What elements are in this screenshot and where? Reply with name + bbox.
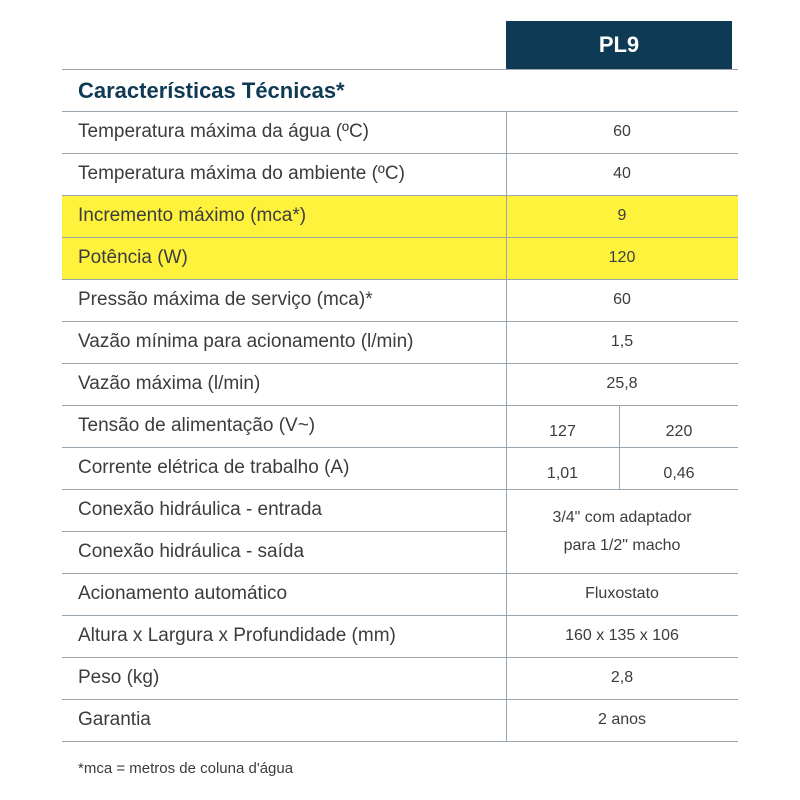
- row-label: Conexão hidráulica - entrada: [78, 499, 322, 520]
- row-value: 25,8: [606, 375, 638, 392]
- row-label: Potência (W): [78, 247, 188, 268]
- row-value: 40: [613, 165, 631, 182]
- row-label: Vazão mínima para acionamento (l/min): [78, 331, 414, 352]
- row-value-127v: 1,01: [546, 465, 579, 482]
- row-label: Acionamento automático: [78, 583, 288, 604]
- row-value-127v: 127: [549, 423, 576, 440]
- row-value: 60: [613, 291, 631, 308]
- row-value: 160 x 135 x 106: [565, 627, 679, 644]
- table-top-line: [62, 69, 738, 70]
- row-value-220v: 220: [665, 423, 693, 440]
- merged-value-line: 3/4" com adaptador: [552, 509, 692, 526]
- row-value: 9: [617, 207, 627, 224]
- row-label: Vazão máxima (l/min): [78, 373, 261, 394]
- row-label: Altura x Largura x Profundidade (mm): [78, 625, 396, 646]
- row-label: Tensão de alimentação (V~): [78, 415, 316, 436]
- table-title: Características Técnicas*: [78, 78, 345, 103]
- row-label: Pressão máxima de serviço (mca)*: [78, 289, 373, 310]
- merged-connection-value: [506, 490, 738, 574]
- row-value-220v: 0,46: [663, 465, 695, 482]
- row-label: Temperatura máxima da água (ºC): [78, 121, 370, 142]
- row-label: Garantia: [78, 709, 151, 730]
- row-value: 1,5: [610, 333, 634, 350]
- row-label: Peso (kg): [78, 667, 160, 688]
- row-value: 120: [608, 249, 636, 266]
- row-label: Temperatura máxima do ambiente (ºC): [78, 163, 405, 184]
- row-label: Conexão hidráulica - saída: [78, 541, 305, 562]
- footnote: *mca = metros de coluna d'água: [78, 760, 294, 777]
- row-value: 2 anos: [597, 711, 647, 728]
- row-value: 60: [613, 123, 631, 140]
- table-bottom-line: [62, 741, 738, 742]
- row-label: Corrente elétrica de trabalho (A): [78, 457, 350, 478]
- row-value: 2,8: [610, 669, 634, 686]
- model-header: PL9: [506, 21, 732, 69]
- row-value: Fluxostato: [585, 585, 659, 602]
- merged-value-line: para 1/2" macho: [563, 537, 681, 554]
- row-label: Incremento máximo (mca*): [78, 205, 307, 226]
